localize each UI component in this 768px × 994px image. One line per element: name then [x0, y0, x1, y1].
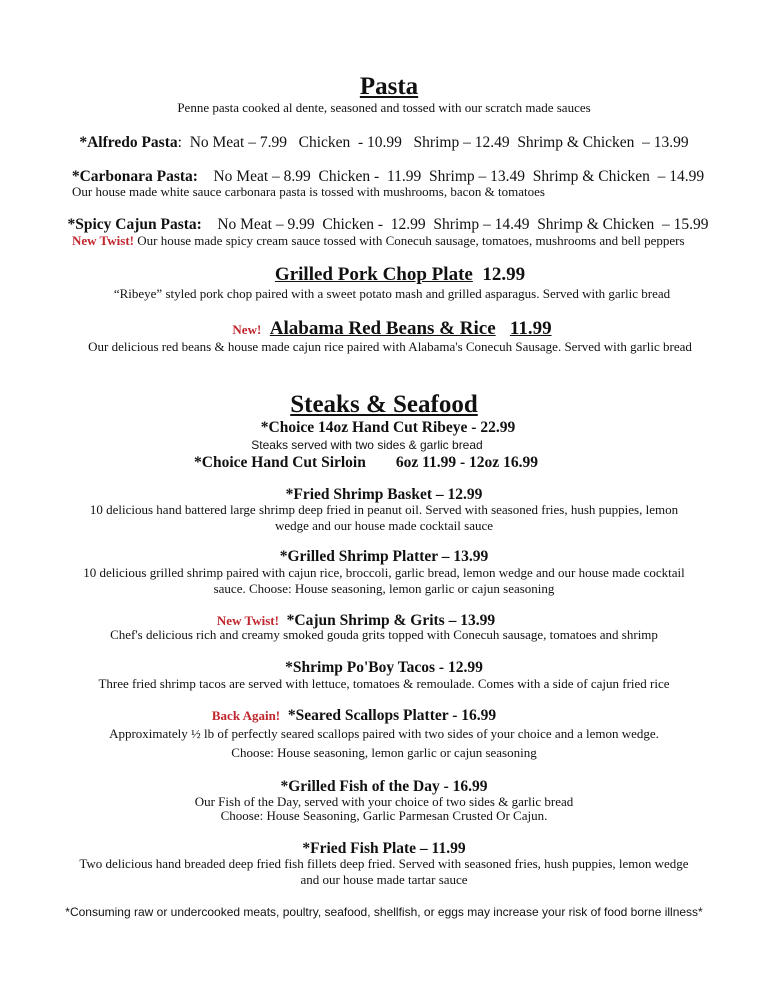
scallops-desc-2: Choose: House seasoning, lemon garlic or cajun seasoning: [231, 745, 537, 760]
pork-chop-desc: “Ribeye” styled pork chop paired with a sweet potato mash and grilled asparagus. Served with garlic bread: [113, 286, 671, 301]
steaks-title: Steaks & Seafood: [290, 391, 478, 418]
grilled-fish-desc: Our Fish of the Day, served with your choice of two sides & garlic bread: [194, 794, 574, 809]
back-again-badge: Back Again!: [211, 708, 281, 723]
fried-shrimp-basket-desc: 10 delicious hand battered large shrimp deep fried in peanut oil. Served with seasoned fries, hush puppies, lemon: [89, 502, 679, 517]
fried-fish-desc-2: and our house made tartar sauce: [300, 872, 468, 887]
poboy-tacos-title: *Shrimp Po'Boy Tacos - 12.99: [285, 659, 483, 676]
grilled-shrimp-title: *Grilled Shrimp Platter – 13.99: [279, 548, 489, 565]
sirloin: *Choice Hand Cut Sirloin 6oz 11.99 - 12oz 16.99: [194, 454, 538, 471]
grilled-shrimp-desc-2: sauce. Choose: House seasoning, lemon garlic or cajun seasoning: [213, 581, 555, 596]
grilled-shrimp-desc: 10 delicious grilled shrimp paired with cajun rice, broccoli, garlic bread, lemon wedge and our house made cocktail: [83, 565, 685, 580]
alfredo-pasta: *Alfredo Pasta: No Meat – 7.99 Chicken - 10.99 Shrimp – 12.49 Shrimp & Chicken – 13.99: [79, 134, 689, 151]
scallops-desc: Approximately ½ lb of perfectly seared scallops paired with two sides of your choice and a lemon wedge.: [109, 726, 659, 741]
pasta-title: Pasta: [359, 73, 419, 100]
new-badge: New!: [232, 322, 262, 337]
cajun-shrimp-grits-title: New Twist! *Cajun Shrimp & Grits – 13.99: [216, 612, 496, 629]
cajun-shrimp-grits-desc: Chef's delicious rich and creamy smoked gouda grits topped with Conecuh sausage, tomatoes and shrimp: [110, 627, 658, 642]
carbonara-pasta: *Carbonara Pasta: No Meat – 8.99 Chicken - 11.99 Shrimp – 13.49 Shrimp & Chicken – 14.99: [71, 168, 705, 185]
ribeye: *Choice 14oz Hand Cut Ribeye - 22.99: [260, 419, 516, 436]
fried-fish-title: *Fried Fish Plate – 11.99: [302, 840, 466, 857]
red-beans-title: New! Alabama Red Beans & Rice 11.99: [232, 318, 552, 339]
grilled-fish-desc-2: Choose: House Seasoning, Garlic Parmesan Crusted Or Cajun.: [220, 808, 548, 823]
pasta-subtitle: Penne pasta cooked al dente, seasoned and tossed with our scratch made sauces: [177, 100, 591, 115]
grilled-fish-title: *Grilled Fish of the Day - 16.99: [280, 778, 488, 795]
spicy-cajun-pasta: *Spicy Cajun Pasta: No Meat – 9.99 Chicken - 12.99 Shrimp – 14.49 Shrimp & Chicken – 15.99: [67, 216, 709, 233]
pork-chop-title: Grilled Pork Chop Plate 12.99: [274, 264, 526, 285]
scallops-title: Back Again! *Seared Scallops Platter - 16.99: [211, 707, 497, 724]
red-beans-desc: Our delicious red beans & house made cajun rice paired with Alabama's Conecuh Sausage. Served with garlic bread: [88, 339, 692, 354]
spicy-cajun-desc: New Twist! Our house made spicy cream sauce tossed with Conecuh sausage, tomatoes, mushrooms and bell peppers: [72, 233, 685, 248]
fried-shrimp-basket-desc-2: wedge and our house made cocktail sauce: [274, 518, 494, 533]
steaks-note: Steaks served with two sides & garlic bread: [251, 438, 483, 452]
poboy-tacos-desc: Three fried shrimp tacos are served with lettuce, tomatoes & remoulade. Comes with a side of cajun fried rice: [98, 676, 670, 691]
new-twist-badge: New Twist!: [72, 233, 134, 248]
carbonara-desc: Our house made white sauce carbonara pasta is tossed with mushrooms, bacon & tomatoes: [72, 184, 545, 199]
food-safety-disclaimer: *Consuming raw or undercooked meats, poultry, seafood, shellfish, or eggs may increase your risk of food borne illness*: [65, 905, 703, 919]
new-twist-badge: New Twist!: [216, 613, 279, 628]
fried-fish-desc: Two delicious hand breaded deep fried fish fillets deep fried. Served with seasoned fries, hush puppies, lemon wedge: [79, 856, 689, 871]
fried-shrimp-basket-title: *Fried Shrimp Basket – 12.99: [285, 486, 483, 503]
